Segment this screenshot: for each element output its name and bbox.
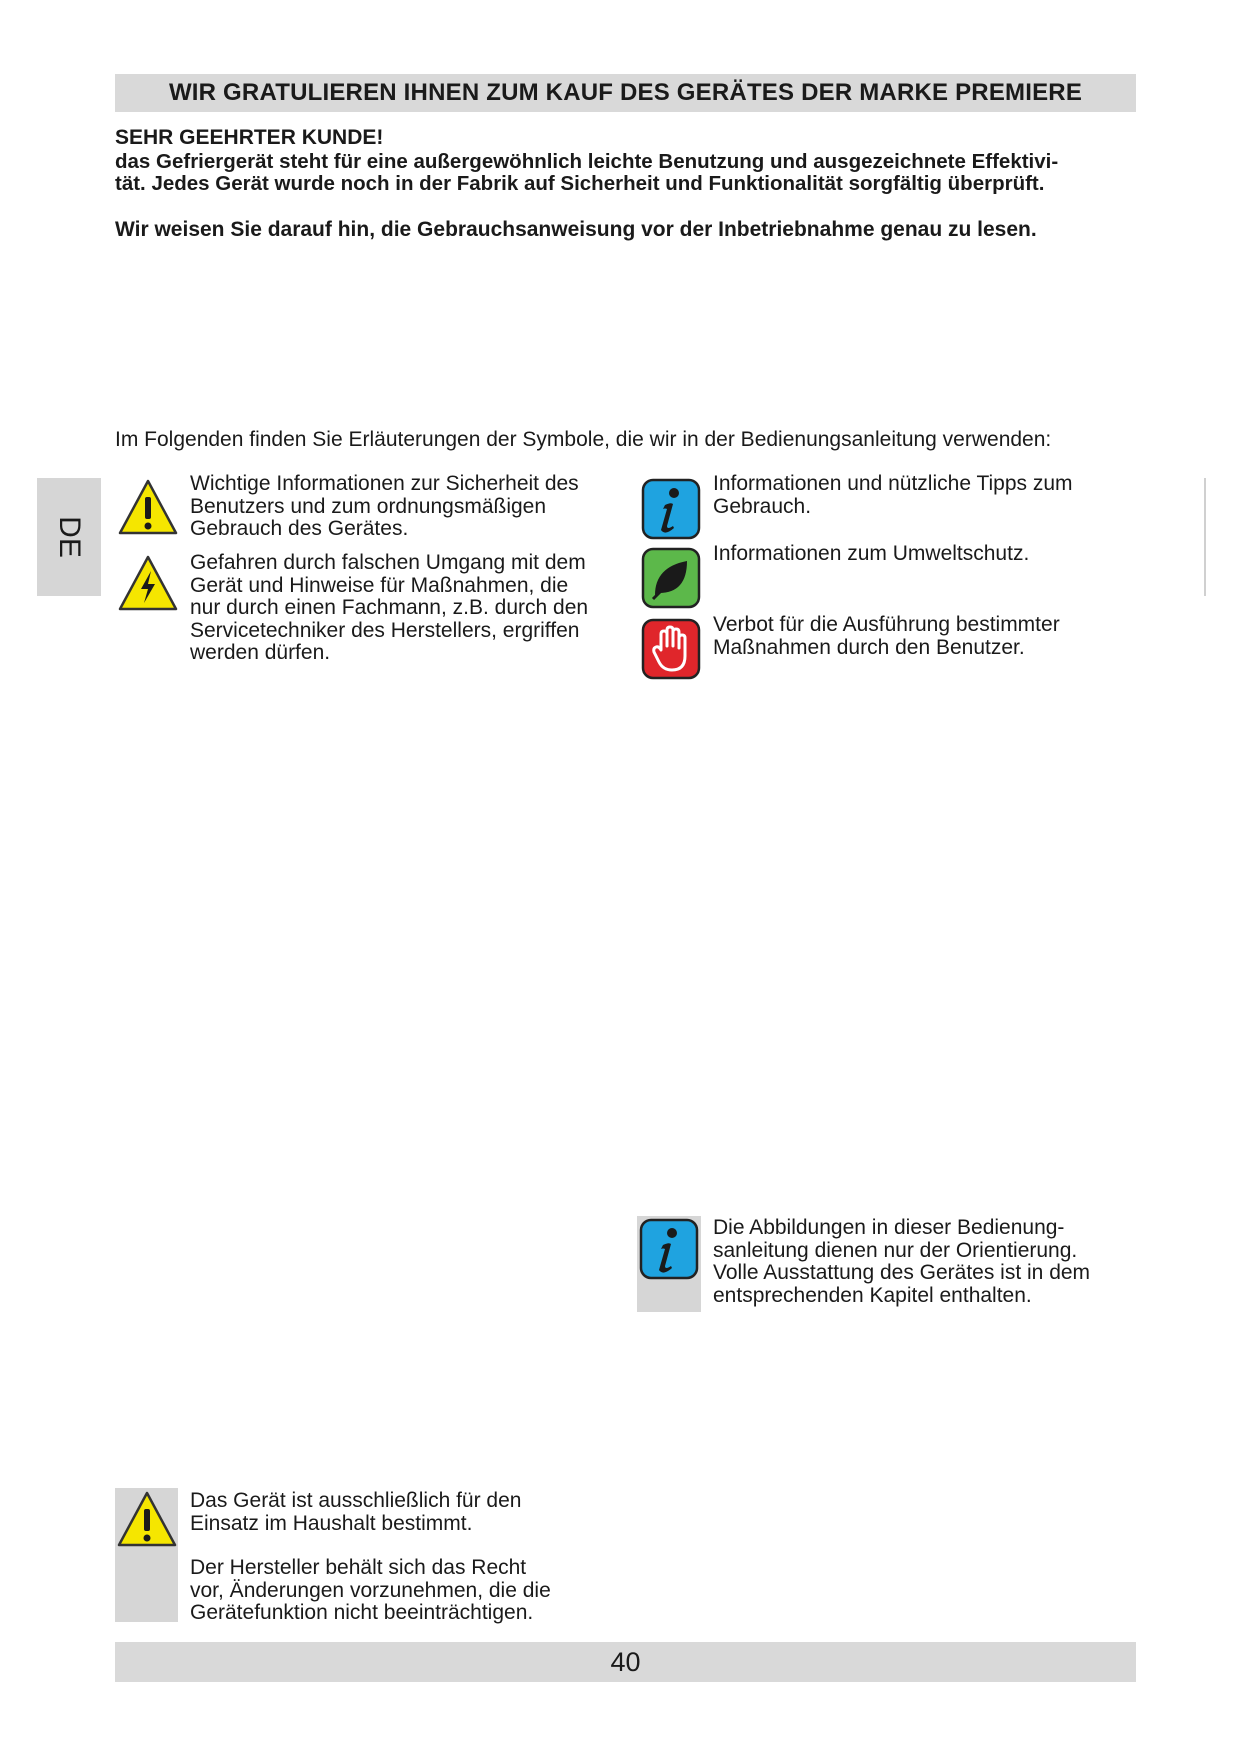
warning-icon (117, 477, 179, 537)
symbol-description: Verbot für die Ausführung bestimmter Maßnahmen durch den Benutzer. (713, 613, 1060, 659)
intro-line: das Gefriergerät steht für eine außergewöhnlich leichte Benutzung und ausgezeichnete Effektivi- (115, 150, 1059, 173)
info-icon (639, 1218, 699, 1280)
illustration-note: Die Abbildungen in dieser Bedienung- sanleitung dienen nur der Orientierung. Volle Ausstattung des Gerätes ist in dem entsprechenden Kapitel enthalten. (713, 1216, 1091, 1307)
page-footer (115, 1642, 1136, 1682)
greeting: SEHR GEEHRTER KUNDE! (115, 126, 384, 149)
symbol-description: Gefahren durch falschen Umgang mit dem Gerät und Hinweise für Maßnahmen, die nur durch einen Fachmann, z.B. durch den Servicetechniker des Herstellers, ergriffen werden dürfen. (190, 551, 589, 664)
page-number: 40 (610, 1646, 641, 1677)
read-manual-notice: Wir weisen Sie darauf hin, die Gebrauchsanweisung vor der Inbetriebnahme genau zu lesen. (115, 218, 1037, 241)
symbol-description: Informationen und nützliche Tipps zum Gebrauch. (713, 472, 1073, 518)
intro-text (115, 151, 1140, 195)
symbols-intro: Im Folgenden finden Sie Erläuterungen der Symbole, die wir in der Bedienungsanleitung verwenden: (115, 428, 1052, 451)
leaf-icon (641, 547, 701, 609)
electric-hazard-icon (117, 553, 179, 613)
warning-icon (116, 1489, 178, 1549)
stop-hand-icon (641, 618, 701, 680)
page-title: WIR GRATULIEREN IHNEN ZUM KAUF DES GERÄTES DER MARKE PREMIERE (168, 79, 1083, 106)
page-title-bar (115, 74, 1136, 112)
symbol-description: Wichtige Informationen zur Sicherheit des Benutzers und zum ordnungsmäßigen Gebrauch des Gerätes. (190, 472, 579, 540)
language-tab (37, 478, 101, 596)
household-note: Das Gerät ist ausschließlich für den Einsatz im Haushalt bestimmt. Der Hersteller behält sich das Recht vor, Änderungen vorzunehmen, die die Gerätefunktion nicht beeinträchtigen. (190, 1489, 551, 1624)
language-tab-label: DE (53, 516, 86, 558)
intro-line: tät. Jedes Gerät wurde noch in der Fabrik auf Sicherheit und Funktionalität sorgfältig überprüft. (115, 172, 1045, 195)
info-icon (641, 478, 701, 540)
edge-marker (1204, 478, 1206, 596)
symbol-description: Informationen zum Umweltschutz. (713, 542, 1030, 565)
